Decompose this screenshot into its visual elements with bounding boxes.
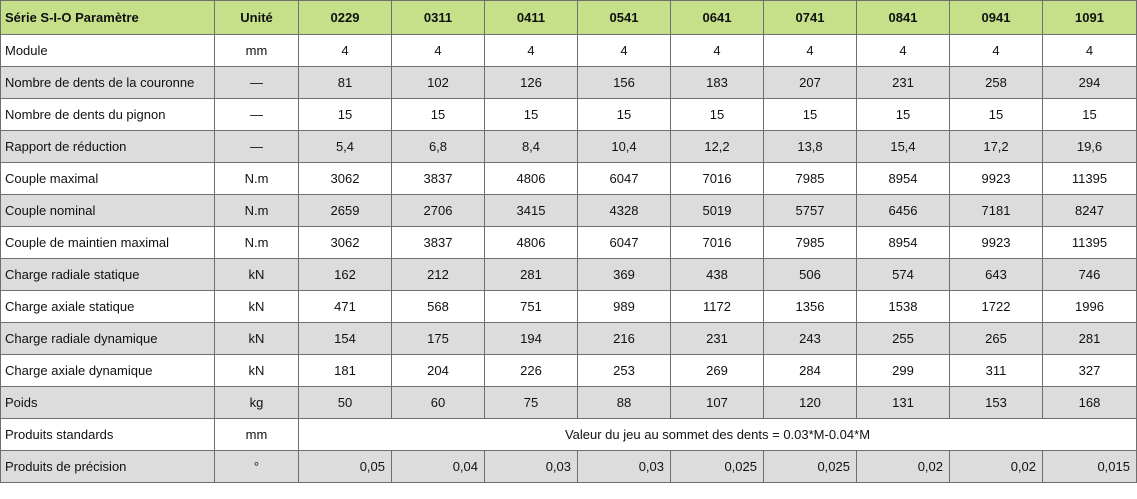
cell-value: 88 — [578, 387, 671, 419]
cell-value: 231 — [671, 323, 764, 355]
cell-value: 5,4 — [299, 131, 392, 163]
cell-value: 212 — [392, 259, 485, 291]
header-model: 0841 — [857, 1, 950, 35]
cell-value: 7181 — [950, 195, 1043, 227]
cell-value: 15 — [857, 99, 950, 131]
cell-value: 5019 — [671, 195, 764, 227]
cell-value: 0,025 — [764, 451, 857, 483]
cell-value: 204 — [392, 355, 485, 387]
table-row — [1, 259, 1137, 291]
table-row — [1, 67, 1137, 99]
row-unit: kN — [215, 259, 299, 291]
cell-value: 0,03 — [578, 451, 671, 483]
cell-value: 1356 — [764, 291, 857, 323]
cell-value: 15 — [950, 99, 1043, 131]
cell-value: 107 — [671, 387, 764, 419]
cell-value: 269 — [671, 355, 764, 387]
table-row — [1, 387, 1137, 419]
cell-value: 7985 — [764, 163, 857, 195]
cell-value: 154 — [299, 323, 392, 355]
header-model: 1091 — [1043, 1, 1137, 35]
cell-value: 506 — [764, 259, 857, 291]
row-label: Poids — [1, 387, 215, 419]
row-unit: — — [215, 67, 299, 99]
cell-value: 255 — [857, 323, 950, 355]
table-row-standard-products — [1, 419, 1137, 451]
table-row — [1, 131, 1137, 163]
table-row — [1, 163, 1137, 195]
header-model: 0411 — [485, 1, 578, 35]
header-model: 0229 — [299, 1, 392, 35]
row-label: Module — [1, 35, 215, 67]
cell-value: 281 — [485, 259, 578, 291]
cell-value: 327 — [1043, 355, 1137, 387]
cell-value: 15,4 — [857, 131, 950, 163]
table-row — [1, 35, 1137, 67]
row-unit: kN — [215, 323, 299, 355]
cell-value: 168 — [1043, 387, 1137, 419]
cell-value: 4 — [578, 35, 671, 67]
cell-value: 0,04 — [392, 451, 485, 483]
cell-value: 15 — [1043, 99, 1137, 131]
row-label: Produits standards — [1, 419, 215, 451]
cell-value: 207 — [764, 67, 857, 99]
cell-value: 989 — [578, 291, 671, 323]
cell-value: 15 — [578, 99, 671, 131]
row-label: Produits de précision — [1, 451, 215, 483]
row-label: Charge radiale statique — [1, 259, 215, 291]
cell-value: 19,6 — [1043, 131, 1137, 163]
table-row — [1, 323, 1137, 355]
cell-value: 120 — [764, 387, 857, 419]
header-model: 0941 — [950, 1, 1043, 35]
table-row — [1, 291, 1137, 323]
cell-value: 2659 — [299, 195, 392, 227]
cell-value: 311 — [950, 355, 1043, 387]
table-row — [1, 99, 1137, 131]
backlash-note: Valeur du jeu au sommet des dents = 0.03*M-0.04*M — [299, 419, 1137, 451]
table-row — [1, 227, 1137, 259]
row-label: Couple nominal — [1, 195, 215, 227]
row-unit: N.m — [215, 195, 299, 227]
cell-value: 243 — [764, 323, 857, 355]
cell-value: 131 — [857, 387, 950, 419]
row-label: Charge axiale dynamique — [1, 355, 215, 387]
header-unit: Unité — [215, 1, 299, 35]
cell-value: 181 — [299, 355, 392, 387]
cell-value: 11395 — [1043, 163, 1137, 195]
cell-value: 0,015 — [1043, 451, 1137, 483]
cell-value: 253 — [578, 355, 671, 387]
cell-value: 102 — [392, 67, 485, 99]
cell-value: 156 — [578, 67, 671, 99]
row-unit: — — [215, 131, 299, 163]
cell-value: 8954 — [857, 227, 950, 259]
row-label: Nombre de dents de la couronne — [1, 67, 215, 99]
cell-value: 281 — [1043, 323, 1137, 355]
cell-value: 15 — [392, 99, 485, 131]
cell-value: 574 — [857, 259, 950, 291]
cell-value: 0,02 — [857, 451, 950, 483]
cell-value: 751 — [485, 291, 578, 323]
cell-value: 7985 — [764, 227, 857, 259]
cell-value: 226 — [485, 355, 578, 387]
cell-value: 8,4 — [485, 131, 578, 163]
cell-value: 9923 — [950, 163, 1043, 195]
row-label: Charge radiale dynamique — [1, 323, 215, 355]
cell-value: 4 — [950, 35, 1043, 67]
cell-value: 746 — [1043, 259, 1137, 291]
header-parameter: Série S-I-O Paramètre — [1, 1, 215, 35]
cell-value: 438 — [671, 259, 764, 291]
cell-value: 126 — [485, 67, 578, 99]
table-row — [1, 195, 1137, 227]
row-unit: ° — [215, 451, 299, 483]
row-unit: — — [215, 99, 299, 131]
cell-value: 11395 — [1043, 227, 1137, 259]
cell-value: 471 — [299, 291, 392, 323]
cell-value: 3062 — [299, 163, 392, 195]
cell-value: 75 — [485, 387, 578, 419]
cell-value: 568 — [392, 291, 485, 323]
row-unit: mm — [215, 35, 299, 67]
cell-value: 258 — [950, 67, 1043, 99]
cell-value: 3837 — [392, 163, 485, 195]
header-model: 0741 — [764, 1, 857, 35]
cell-value: 13,8 — [764, 131, 857, 163]
row-label: Rapport de réduction — [1, 131, 215, 163]
cell-value: 12,2 — [671, 131, 764, 163]
cell-value: 4 — [764, 35, 857, 67]
cell-value: 153 — [950, 387, 1043, 419]
cell-value: 369 — [578, 259, 671, 291]
cell-value: 643 — [950, 259, 1043, 291]
cell-value: 3415 — [485, 195, 578, 227]
cell-value: 2706 — [392, 195, 485, 227]
cell-value: 15 — [671, 99, 764, 131]
row-label: Couple maximal — [1, 163, 215, 195]
table-header-row — [1, 1, 1137, 35]
cell-value: 299 — [857, 355, 950, 387]
cell-value: 4806 — [485, 163, 578, 195]
cell-value: 4 — [299, 35, 392, 67]
row-unit: mm — [215, 419, 299, 451]
cell-value: 4806 — [485, 227, 578, 259]
cell-value: 3062 — [299, 227, 392, 259]
header-model: 0311 — [392, 1, 485, 35]
cell-value: 183 — [671, 67, 764, 99]
row-label: Couple de maintien maximal — [1, 227, 215, 259]
cell-value: 4 — [671, 35, 764, 67]
cell-value: 1996 — [1043, 291, 1137, 323]
cell-value: 4328 — [578, 195, 671, 227]
cell-value: 6047 — [578, 227, 671, 259]
header-model: 0641 — [671, 1, 764, 35]
cell-value: 15 — [485, 99, 578, 131]
row-unit: N.m — [215, 163, 299, 195]
cell-value: 231 — [857, 67, 950, 99]
cell-value: 0,03 — [485, 451, 578, 483]
cell-value: 6456 — [857, 195, 950, 227]
cell-value: 81 — [299, 67, 392, 99]
row-unit: kN — [215, 291, 299, 323]
cell-value: 284 — [764, 355, 857, 387]
cell-value: 0,025 — [671, 451, 764, 483]
table-row — [1, 355, 1137, 387]
cell-value: 4 — [485, 35, 578, 67]
cell-value: 10,4 — [578, 131, 671, 163]
cell-value: 1538 — [857, 291, 950, 323]
row-unit: kN — [215, 355, 299, 387]
cell-value: 7016 — [671, 163, 764, 195]
cell-value: 15 — [764, 99, 857, 131]
cell-value: 216 — [578, 323, 671, 355]
cell-value: 17,2 — [950, 131, 1043, 163]
cell-value: 175 — [392, 323, 485, 355]
cell-value: 15 — [299, 99, 392, 131]
cell-value: 7016 — [671, 227, 764, 259]
cell-value: 4 — [1043, 35, 1137, 67]
cell-value: 5757 — [764, 195, 857, 227]
cell-value: 0,02 — [950, 451, 1043, 483]
table-row-precision-products — [1, 451, 1137, 483]
row-label: Nombre de dents du pignon — [1, 99, 215, 131]
cell-value: 294 — [1043, 67, 1137, 99]
cell-value: 162 — [299, 259, 392, 291]
cell-value: 265 — [950, 323, 1043, 355]
row-unit: kg — [215, 387, 299, 419]
cell-value: 8247 — [1043, 195, 1137, 227]
cell-value: 9923 — [950, 227, 1043, 259]
cell-value: 6047 — [578, 163, 671, 195]
cell-value: 4 — [857, 35, 950, 67]
cell-value: 6,8 — [392, 131, 485, 163]
cell-value: 60 — [392, 387, 485, 419]
cell-value: 8954 — [857, 163, 950, 195]
header-model: 0541 — [578, 1, 671, 35]
cell-value: 1722 — [950, 291, 1043, 323]
cell-value: 4 — [392, 35, 485, 67]
cell-value: 3837 — [392, 227, 485, 259]
row-label: Charge axiale statique — [1, 291, 215, 323]
row-unit: N.m — [215, 227, 299, 259]
cell-value: 1172 — [671, 291, 764, 323]
cell-value: 50 — [299, 387, 392, 419]
cell-value: 194 — [485, 323, 578, 355]
cell-value: 0,05 — [299, 451, 392, 483]
